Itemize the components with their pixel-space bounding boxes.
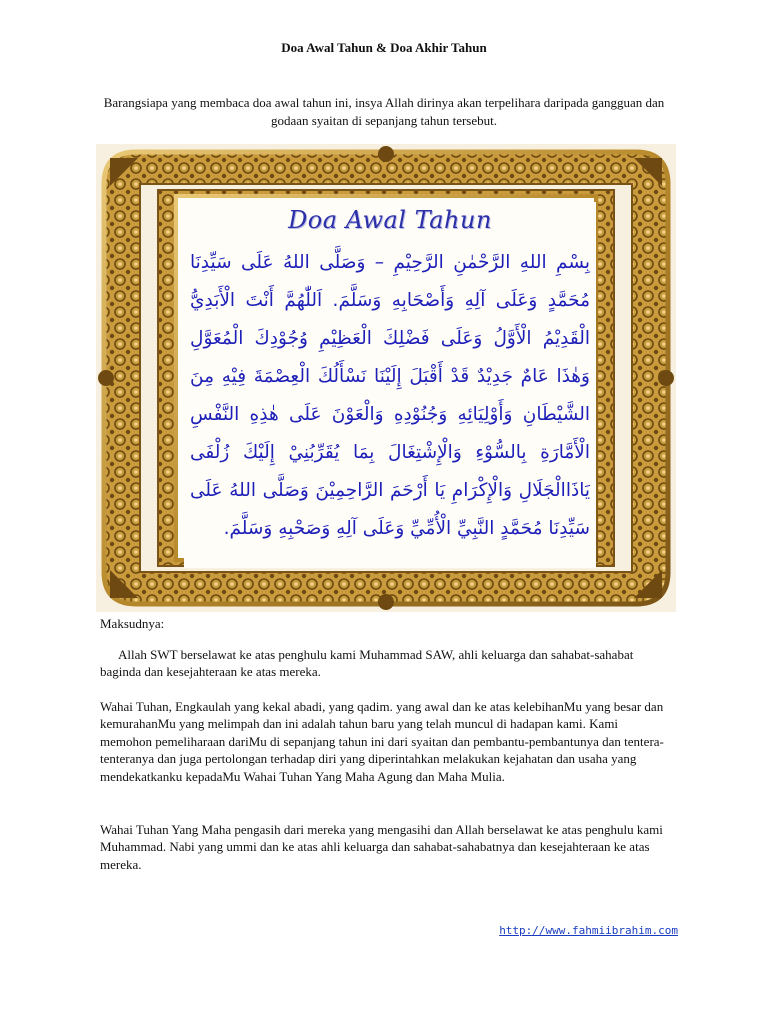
translation-label: Maksudnya: — [100, 616, 165, 631]
translation-paragraph-2: Wahai Tuhan, Engkaulah yang kekal abadi, yang qadim. yang awal dan ke atas kelebihanMu yang besar dan kemurahanMu yang melimpah dan ini adalah tahun baru yang telah muncul di hadapan kami. Kami memohon pemeliharaan dariMu di sepanjang tahun ini dari syaitan dan pembantu-pembantunya dan tentera-tenteranya dan juga pertolongan terhadap diri yang diperintahkan melakukan kejahatan dan usaha yang mendekatkanku kepadaMu Wahai Tuhan Yang Maha Agung dan Maha Mulia. — [100, 699, 664, 784]
translation-paragraph-1: Allah SWT berselawat ke atas penghulu kami Muhammad SAW, ahli keluarga dan sahabat-sahabat baginda dan kesejahteraan ke atas mereka. — [100, 647, 634, 680]
doa-panel — [184, 202, 596, 568]
intro-text: Barangsiapa yang membaca doa awal tahun ini, insya Allah dirinya akan terpelihara daripada gangguan dan godaan syaitan di sepanjang tahun tersebut. — [103, 95, 665, 128]
page-title: Doa Awal Tahun & Doa Akhir Tahun — [281, 40, 487, 55]
translation-paragraph-3: Wahai Tuhan Yang Maha pengasih dari mereka yang mengasihi dan Allah berselawat ke atas penghulu kami Muhammad. Nabi yang ummi dan ke atas ahli keluarga dan sahabat-sahabatnya dan kesejahteraan ke atas mereka. — [100, 822, 663, 872]
doa-heading: Doa Awal Tahun — [288, 206, 492, 234]
arabic-doa-text: بِسْمِ اللهِ الرَّحْمٰنِ الرَّحِيْمِ – وَصَلَّى اللهُ عَلَى سَيِّدِنَا مُحَمَّدٍ وَعَلَى آلِهِ وَأَصْحَابِهِ وَسَلَّمَ. اَللّٰهُمَّ أَنْتَ الْأَبَدِيُّ الْقَدِيْمُ الْأَوَّلُ وَعَلَى فَضْلِكَ الْعَظِيْمِ وُجُوْدِكَ الْمُعَوَّلِ وَهٰذَا عَامٌ جَدِيْدٌ قَدْ أَقْبَلَ إِلَيْنَا نَسْأَلُكَ الْعِصْمَةَ فِيْهِ مِنَ الشَّيْطَانِ وَأَوْلِيَائِهِ وَجُنُوْدِهِ وَالْعَوْنَ عَلَى هٰذِهِ النَّفْسِ الْأَمَّارَةِ بِالسُّوْءِ وَالْإِشْتِغَالَ بِمَا يُقَرِّبُنِيْ إِلَيْكَ زُلْفَى يَاذَاالْجَلَالِ وَالْإِكْرَامِ يَا أَرْحَمَ الرَّاحِمِيْنَ وَصَلَّى اللهُ عَلَى سَيِّدِنَا مُحَمَّدٍ النَّبِيِّ الْأُمِّيِّ وَعَلَى آلِهِ وَصَحْبِهِ وَسَلَّمَ. — [190, 252, 590, 539]
doa-frame — [96, 144, 676, 612]
website-link[interactable]: http://www.fahmiibrahim.com — [499, 924, 678, 937]
